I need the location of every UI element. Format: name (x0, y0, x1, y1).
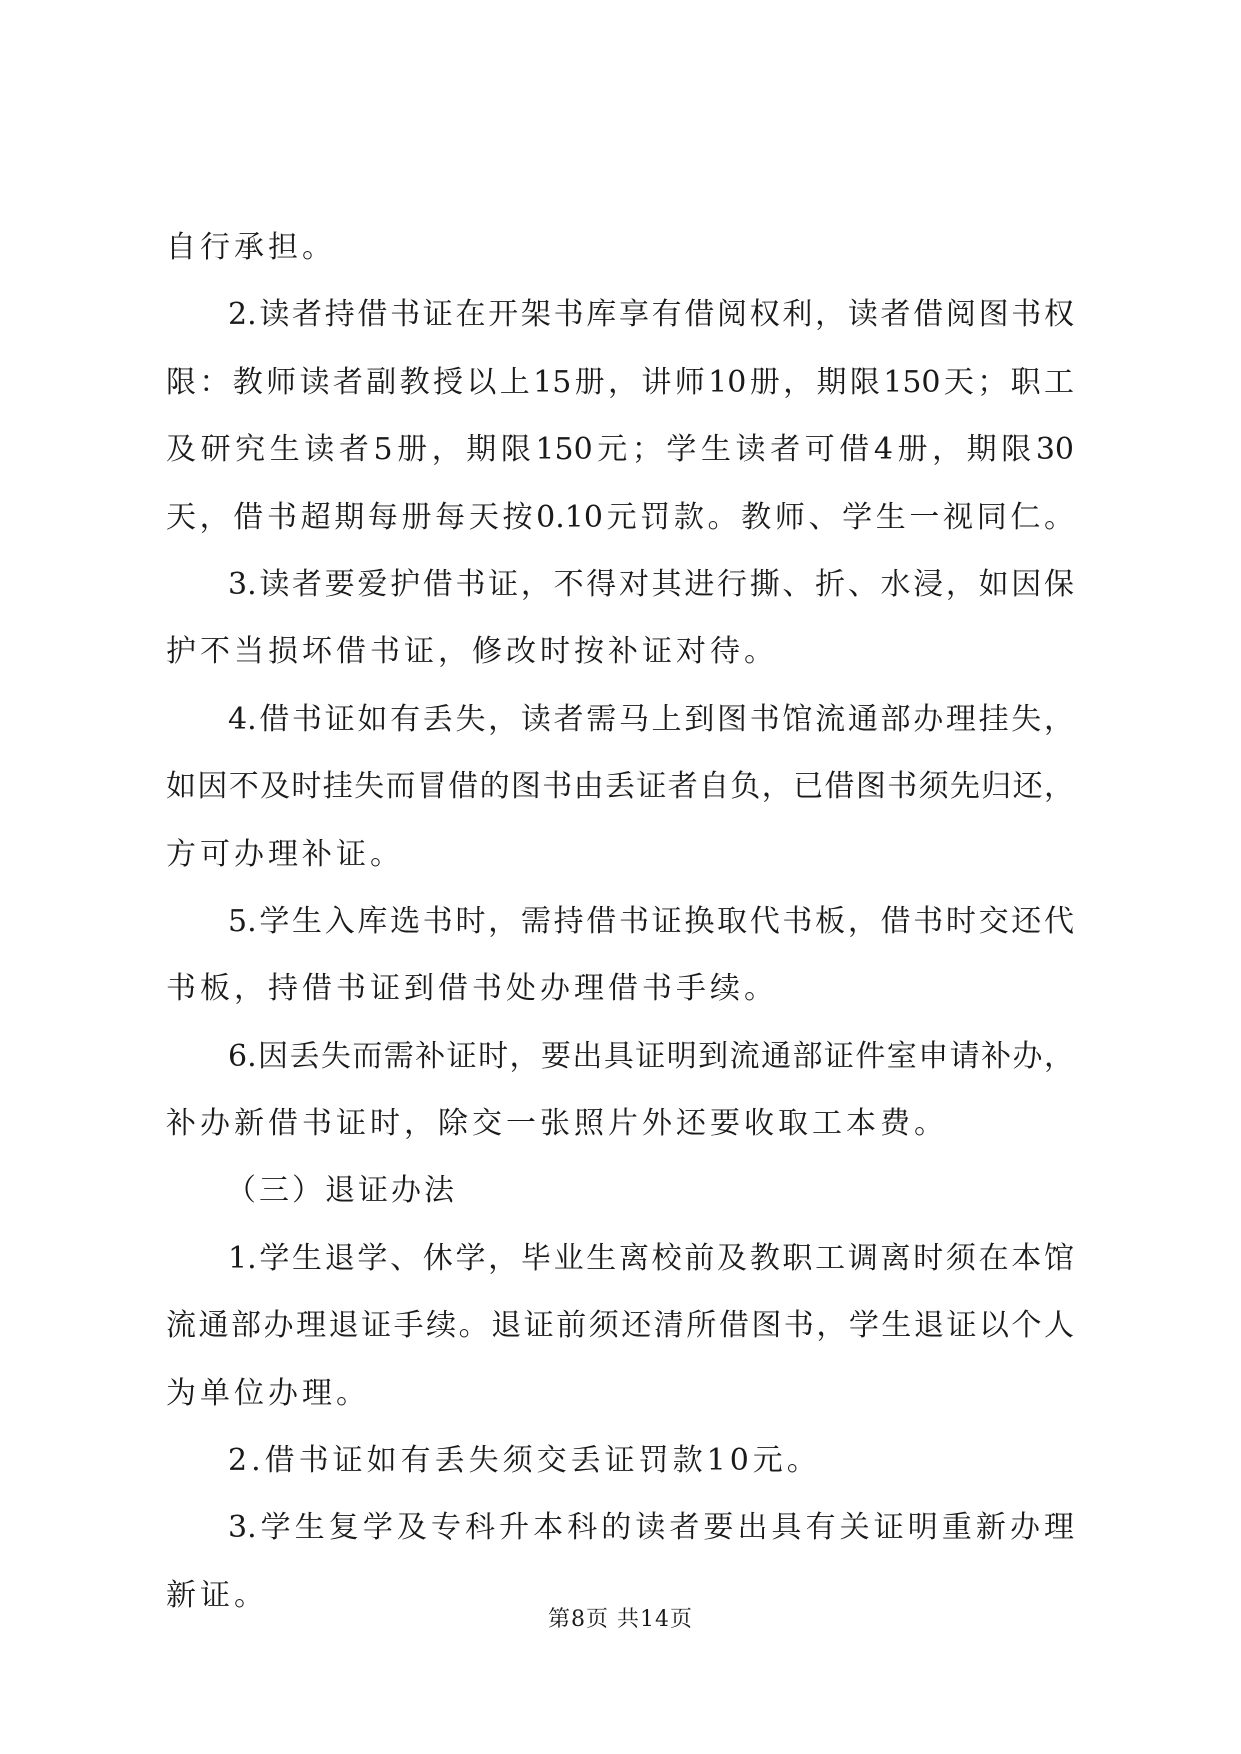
text-line-18: 为单位办理。 (166, 1375, 370, 1411)
text-line-20: 3.学生复学及专科升本科的读者要出具有关证明重新办理 (228, 1510, 1074, 1546)
text-line-7: 护不当损坏借书证，修改时按补证对待。 (166, 634, 778, 670)
page-number: 第8页 共14页 (548, 1607, 693, 1632)
text-line-13: 6.因丢失而需补证时，要出具证明到流通部证件室申请补办， (228, 1038, 1074, 1074)
text-line-14: 补办新借书证时，除交一张照片外还要收取工本费。 (166, 1106, 948, 1142)
text-line-5: 天，借书超期每册每天按0.10元罚款。教师、学生一视同仁。 (166, 499, 1074, 535)
body-text (166, 228, 1074, 1643)
text-line-16: 1.学生退学、休学，毕业生离校前及教职工调离时须在本馆 (228, 1240, 1074, 1276)
text-line-10: 方可办理补证。 (166, 836, 404, 872)
text-line-2: 2.读者持借书证在开架书库享有借阅权利，读者借阅图书权 (228, 297, 1074, 333)
section-heading: （三）退证办法 (226, 1173, 457, 1209)
text-line-9: 如因不及时挂失而冒借的图书由丢证者自负，已借图书须先归还， (166, 769, 1074, 805)
text-line-6: 3.读者要爱护借书证，不得对其进行撕、折、水浸，如因保 (228, 566, 1074, 602)
text-line-19: 2.借书证如有丢失须交丢证罚款10元。 (228, 1443, 821, 1479)
text-line-11: 5.学生入库选书时，需持借书证换取代书板，借书时交还代 (228, 903, 1074, 939)
text-line-17: 流通部办理退证手续。退证前须还清所借图书，学生退证以个人 (166, 1308, 1074, 1344)
text-line-8: 4.借书证如有丢失，读者需马上到图书馆流通部办理挂失， (228, 701, 1074, 737)
text-line-21: 新证。 (166, 1577, 268, 1613)
text-line-1: 自行承担。 (166, 230, 336, 265)
text-line-3: 限：教师读者副教授以上15册，讲师10册，期限150天；职工 (166, 364, 1074, 400)
text-line-4: 及研究生读者5册，期限150元；学生读者可借4册，期限30 (166, 432, 1074, 468)
text-line-12: 书板，持借书证到借书处办理借书手续。 (166, 971, 778, 1007)
